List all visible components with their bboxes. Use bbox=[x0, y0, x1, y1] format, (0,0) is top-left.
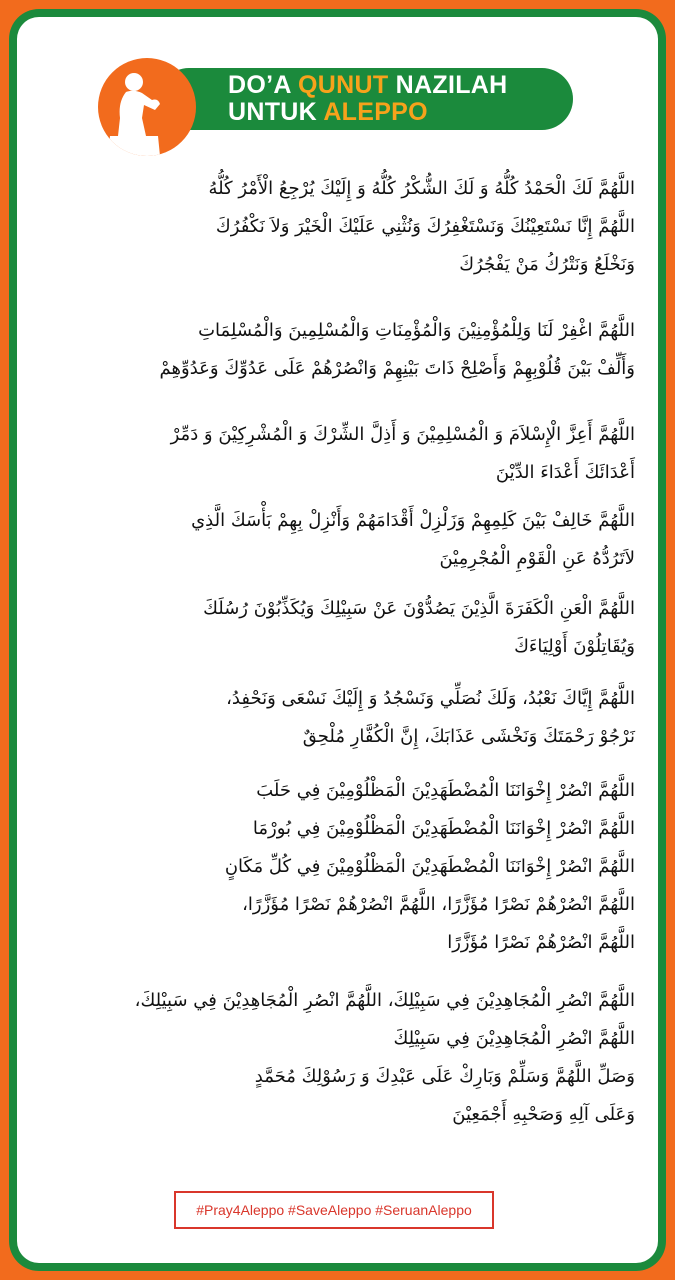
prayer-line: وَصَلِّ اللَّهُمَّ وَسَلِّمْ وَبَارِكْ عَلَى عَبْدِكَ وَ رَسُوْلِكَ مُحَمَّدٍ bbox=[254, 1066, 635, 1087]
praying-person-icon bbox=[98, 58, 196, 156]
prayer-paragraph-6 bbox=[40, 680, 635, 756]
prayer-line: اللَّهُمَّ انْصُرْ إِخْوَانَنَا الْمُضْطَهَدِيْنَ الْمَظْلُوْمِيْنَ فِي حَلَبَ bbox=[256, 780, 635, 801]
prayer-line: اللَّهُمَّ خَالِفْ بَيْنَ كَلِمِهِمْ وَزَلْزِلْ أَقْدَامَهُمْ وَأَنْزِلْ بِهِمْ بَأْسَكَ الَّذِي bbox=[191, 510, 635, 531]
prayer-line: وَأَلِّفْ بَيْنَ قُلُوْبِهِمْ وَأَصْلِحْ ذَاتَ بَيْنِهِمْ وَانْصُرْهُمْ عَلَى عَدُوِّكَ وَعَدُوِّهِمْ bbox=[159, 358, 635, 379]
prayer-line: نَرْجُوْ رَحْمَتَكَ وَنَخْشَى عَذَابَكَ، إِنَّ الْكُفَّارِ مُلْحِقٌ bbox=[302, 726, 635, 747]
hashtags-box: #Pray4Aleppo #SaveAleppo #SeruanAleppo bbox=[174, 1191, 494, 1229]
prayer-line: اللَّهُمَّ أَعِزَّ الْإِسْلاَمَ وَ الْمُسْلِمِيْنَ وَ أَذِلَّ الشِّرْكَ وَ الْمُشْرِكِيْنَ وَ دَمِّرْ bbox=[170, 424, 635, 445]
prayer-line: اللَّهُمَّ انْصُرِ الْمُجَاهِدِيْنَ فِي سَبِيْلِكَ bbox=[393, 1028, 635, 1049]
prayer-line: وَعَلَى آلِهِ وَصَحْبِهِ أَجْمَعِيْنَ bbox=[452, 1104, 635, 1125]
prayer-line: اللَّهُمَّ انْصُرْهُمْ نَصْرًا مُؤَزَّرًا bbox=[447, 932, 635, 953]
prayer-paragraph-8 bbox=[40, 982, 635, 1134]
prayer-line: اللَّهُمَّ انْصُرْهُمْ نَصْرًا مُؤَزَّرًا، اللَّهُمَّ انْصُرْهُمْ نَصْرًا مُؤَزَّرًا، bbox=[242, 894, 635, 915]
prayer-line: لاَتَرُدُّهُ عَنِ الْقَوْمِ الْمُجْرِمِيْنَ bbox=[439, 548, 635, 569]
prayer-line: اللَّهُمَّ إِنَّا نَسْتَعِيْنُكَ وَنَسْتَغْفِرُكَ وَنُثْنِي عَلَيْكَ الْخَيْرَ وَلاَ نَكْفُرُكَ bbox=[215, 216, 635, 237]
prayer-line: أَعْدَائَكَ أَعْدَاءَ الدِّيْنَ bbox=[495, 462, 635, 483]
prayer-paragraph-4 bbox=[40, 502, 635, 578]
prayer-line: اللَّهُمَّ لَكَ الْحَمْدُ كُلُّهُ وَ لَكَ الشُّكْرُ كُلُّهُ وَ إِلَيْكَ يُرْجِعُ الْأَمْرُ كُلُّهُ bbox=[208, 178, 635, 199]
title-line-2: UNTUK ALEPPO bbox=[228, 98, 428, 126]
title-line-1: DO’A QUNUT NAZILAH bbox=[228, 71, 508, 99]
prayer-line: وَيُقَاتِلُوْنَ أَوْلِيَاءَكَ bbox=[514, 636, 635, 657]
prayer-line: اللَّهُمَّ إِيَّاكَ نَعْبُدُ، وَلَكَ نُصَلِّي وَنَسْجُدُ وَ إِلَيْكَ نَسْعَى وَنَحْفِدُ، bbox=[226, 688, 635, 709]
prayer-line: اللَّهُمَّ انْصُرْ إِخْوَانَنَا الْمُضْطَهَدِيْنَ الْمَظْلُوْمِيْنَ فِي بُورْمَا bbox=[252, 818, 635, 839]
prayer-line: اللَّهُمَّ الْعَنِ الْكَفَرَةَ الَّذِيْنَ يَصُدُّوْنَ عَنْ سَبِيْلِكَ وَيُكَذِّبُوْنَ رُسُلَكَ bbox=[203, 598, 635, 619]
prayer-paragraph-2 bbox=[40, 312, 635, 388]
prayer-paragraph-1 bbox=[40, 170, 635, 284]
prayer-line: اللَّهُمَّ انْصُرِ الْمُجَاهِدِيْنَ فِي سَبِيْلِكَ، اللَّهُمَّ انْصُرِ الْمُجَاهِدِيْنَ فِي سَبِيْلِكَ، bbox=[134, 990, 635, 1011]
prayer-paragraph-7 bbox=[40, 772, 635, 962]
prayer-line: اللَّهُمَّ اغْفِرْ لَنَا وَلِلْمُؤْمِنِيْنَ وَالْمُؤْمِنَاتِ وَالْمُسْلِمِينَ وَالْمُسْلِمَاتِ bbox=[198, 320, 635, 341]
prayer-line: اللَّهُمَّ انْصُرْ إِخْوَانَنَا الْمُضْطَهَدِيْنَ الْمَظْلُوْمِيْنَ فِي كُلِّ مَكَانٍ bbox=[224, 856, 635, 877]
prayer-paragraph-5 bbox=[40, 590, 635, 666]
prayer-paragraph-3 bbox=[40, 416, 635, 492]
page-title bbox=[228, 72, 507, 126]
prayer-line: وَنَخْلَعُ وَنَتْرُكُ مَنْ يَفْجُرُكَ bbox=[459, 254, 635, 275]
title-highlight-aleppo: ALEPPO bbox=[323, 98, 428, 126]
title-highlight-qunut: QUNUT bbox=[298, 71, 389, 99]
